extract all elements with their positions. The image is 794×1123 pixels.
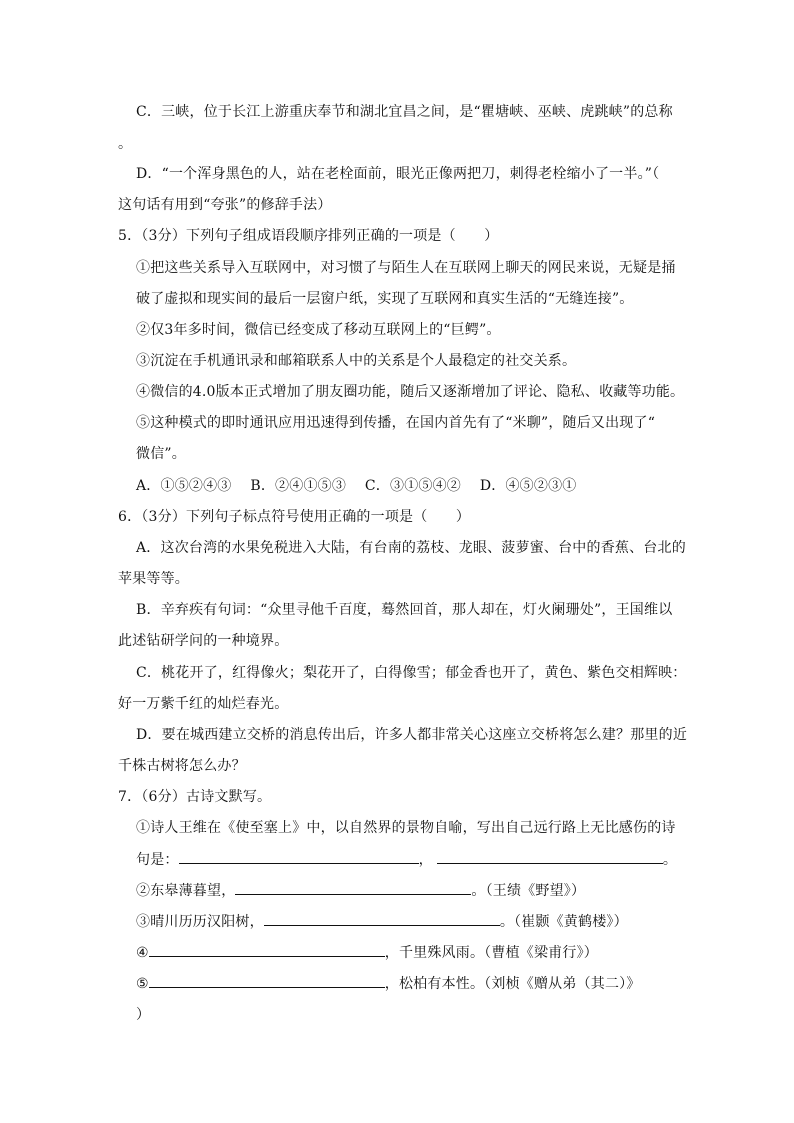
q6-option-b-line1: B．辛弃疾有句词：“众里寻他千百度，蓦然回首，那人却在，灯火阑珊处”，王国维以 bbox=[136, 602, 673, 618]
answer-blank[interactable] bbox=[149, 973, 385, 988]
q7-item-4-prefix: ④ bbox=[136, 945, 149, 961]
q6-stem: 6．（3分）下列句子标点符号使用正确的一项是（ ） bbox=[118, 509, 471, 525]
q7-item-4 bbox=[136, 942, 598, 963]
q7-item-2 bbox=[136, 880, 585, 901]
q4-option-c-line2: 。 bbox=[118, 136, 133, 152]
q7-item-5-prefix: ⑤ bbox=[136, 976, 149, 992]
q6-option-a-line1: A．这次台湾的水果免税进入大陆，有台南的荔枝、龙眼、菠萝蜜、台中的香蕉、台北的 bbox=[136, 540, 686, 556]
q7-item-1-end: 。 bbox=[662, 852, 678, 868]
q7-item-1-mid: ， bbox=[418, 852, 433, 868]
q7-item-3 bbox=[136, 911, 628, 932]
q6-option-c-line2: 好一万紫千红的灿烂春光。 bbox=[118, 696, 289, 712]
q4-option-c-line1: C．三峡，位于长江上游重庆奉节和湖北宜昌之间，是“瞿塘峡、巫峡、虎跳峡”的总称 bbox=[136, 104, 673, 120]
q5-sentence-4: ④微信的4.0版本正式增加了朋友圈功能，随后又逐渐增加了评论、隐私、收藏等功能。 bbox=[136, 384, 685, 400]
answer-blank[interactable] bbox=[437, 849, 663, 864]
q4-option-d-line1: D．“一个浑身黑色的人，站在老栓面前，眼光正像两把刀，刺得老栓缩小了一半。”（ bbox=[136, 166, 660, 182]
q7-item-5 bbox=[136, 973, 641, 994]
q7-item-3-prefix: ③晴川历历汉阳树， bbox=[136, 914, 264, 930]
q7-item-5-suffix: ，松柏有本性。（刘桢《赠从弟（其二）》 bbox=[384, 976, 641, 992]
q6-option-c-line1: C．桃花开了，红得像火；梨花开了，白得像雪；郁金香也开了，黄色、紫色交相辉映： bbox=[136, 665, 687, 681]
q6-option-d-line1: D．要在城西建立交桥的消息传出后，许多人都非常关心这座立交桥将怎么建？那里的近 bbox=[136, 727, 688, 743]
q5-stem: 5．（3分）下列句子组成语段顺序排列正确的一项是（ ） bbox=[118, 228, 499, 244]
q5-sentence-3: ③沉淀在手机通讯录和邮箱联系人中的关系是个人最稳定的社交关系。 bbox=[136, 353, 577, 369]
q7-item-1-line1: ①诗人王维在《使至塞上》中，以自然界的景物自喻，写出自己远行路上无比感伤的诗 bbox=[136, 820, 676, 836]
answer-blank[interactable] bbox=[179, 849, 419, 864]
q7-item-5-line2: ） bbox=[136, 1007, 151, 1023]
q5-sentence-1-line2: 破了虚拟和现实间的最后一层窗户纸，实现了互联网和真实生活的“无缝连接”。 bbox=[136, 291, 634, 307]
q7-item-2-suffix: 。（王绩《野望》） bbox=[471, 883, 586, 899]
answer-blank[interactable] bbox=[149, 942, 385, 957]
q5-sentence-1-line1: ①把这些关系导入互联网中，对习惯了与陌生人在互联网上聊天的网民来说，无疑是捅 bbox=[136, 260, 676, 276]
q6-option-a-line2: 苹果等等。 bbox=[118, 571, 189, 587]
answer-blank[interactable] bbox=[264, 911, 500, 926]
q7-stem: 7．（6分）古诗文默写。 bbox=[118, 789, 272, 805]
q7-item-4-suffix: ，千里殊风雨。（曹植《梁甫行》） bbox=[384, 945, 598, 961]
q5-sentence-5-line1: ⑤这种模式的即时通讯应用迅速得到传播，在国内首先有了“米聊”，随后又出现了“ bbox=[136, 415, 656, 431]
q4-option-d-line2: 这句话有用到“夸张”的修辞手法） bbox=[118, 197, 332, 213]
q7-item-2-prefix: ②东皋薄暮望， bbox=[136, 883, 236, 899]
q6-option-d-line2: 千株古树将怎么办？ bbox=[118, 758, 246, 774]
answer-blank[interactable] bbox=[235, 880, 471, 895]
q7-item-1-prefix: 句是： bbox=[136, 852, 179, 868]
q5-sentence-5-line2: 微信”。 bbox=[136, 446, 186, 462]
q5-options: A．①⑤②④③ B．②④①⑤③ C．③①⑤④② D．④⑤②③① bbox=[136, 478, 577, 494]
q5-sentence-2: ②仅3年多时间，微信已经变成了移动互联网上的“巨鳄”。 bbox=[136, 322, 501, 338]
q7-item-3-suffix: 。（崔颢《黄鹤楼》） bbox=[499, 914, 628, 930]
q7-item-1-line2 bbox=[136, 849, 677, 870]
q6-option-b-line2: 此述钻研学问的一种境界。 bbox=[118, 633, 289, 649]
